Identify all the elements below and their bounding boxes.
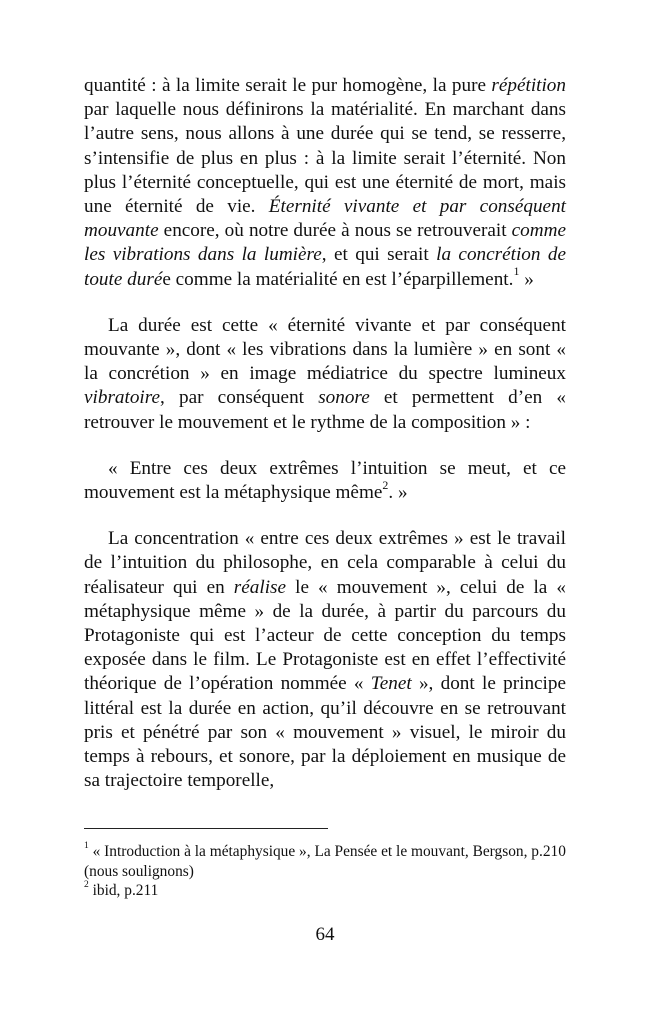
italic-run: répétition [491,75,566,96]
text-run: par laquelle nous définirons la matérialité. En marchant dans l’autre sens, nous allons à une durée qui se tend, se resserre, s’intensifie de plus en plus : à la limite serait l’éternité. Non plus l’éternité conceptuelle, qui est une éternité de mort, mais une éternité de vie. [84,99,566,218]
footnote-1 [84,842,569,881]
footnote-ref-1[interactable]: 1 [513,264,520,279]
italic-run: réalise [233,576,287,598]
text-run: La concentration « entre ces deux extrêmes » est le travail de l’intuition du philosophe, en cela comparable à celui du réalisateur qui en [84,528,566,598]
text-run: », dont le principe littéral est la durée en action, qu’il découvre en se retrouvant pris et pénétré par son « mouvement » visuel, le miroir du temps à rebours, et sonore, par la déploiement en musique de sa trajectoire temporelle, [84,673,566,792]
text-run: La durée est cette « éternité vivante et par conséquent mouvante », dont « les vibrations dans la lumière » en sont « la concrétion » en image médiatrice du spectre lumineux [84,314,566,385]
text-run: le « mouvement », celui de la « métaphysique même » de la durée, à partir du parcours du Protagoniste qui est l’acteur de cette conception du temps exposée dans le film. Le Protagoniste est en effet l’effectivité théorique de l’opération nommée « [84,576,566,695]
footnotes [84,842,569,901]
footnote-ref-2[interactable]: 2 [382,477,389,492]
main-text [84,74,566,793]
text-run: quantité : à la limite serait le pur homogène, la pure [84,75,492,96]
italic-run: la concrétion de toute duré [84,244,566,290]
text-run: , et qui serait [321,244,437,266]
footnote-text: ibid, p.211 [88,882,159,899]
text-run: et permettent d’en « retrouver le mouvement et le rythme de la composition » : [84,387,567,433]
text-run: , par conséquent [160,387,319,409]
text-run: encore, où notre durée à nous se retrouverait [158,220,512,242]
footnote-2 [84,881,569,901]
paragraph-1 [84,74,566,292]
text-run: e comme la matérialité en est l’éparpillement. [162,268,514,290]
footnote-separator [84,828,328,829]
italic-run: sonore [318,387,370,409]
italic-run: Éternité vivante et par conséquent mouvante [84,196,566,242]
text-run: . » [388,482,408,504]
italic-run: Tenet [370,673,412,695]
footnote-text: « Introduction à la métaphysique », La Pensée et le mouvant, Bergson, p.210 (nous soulignons) [84,843,566,880]
italic-run: comme les vibrations dans la lumière [84,220,566,266]
paragraph-2 [84,314,566,435]
footnote-marker: 2 [84,879,89,891]
italic-run: vibratoire [84,387,161,409]
paragraph-3-quote [84,457,566,505]
text-run: « Entre ces deux extrêmes l’intuition se meut, et ce mouvement est la métaphysique même [84,457,566,504]
page-number: 64 [315,924,335,945]
paragraph-4 [84,527,566,793]
footnote-marker: 1 [84,840,89,852]
text-run: » [519,268,534,290]
